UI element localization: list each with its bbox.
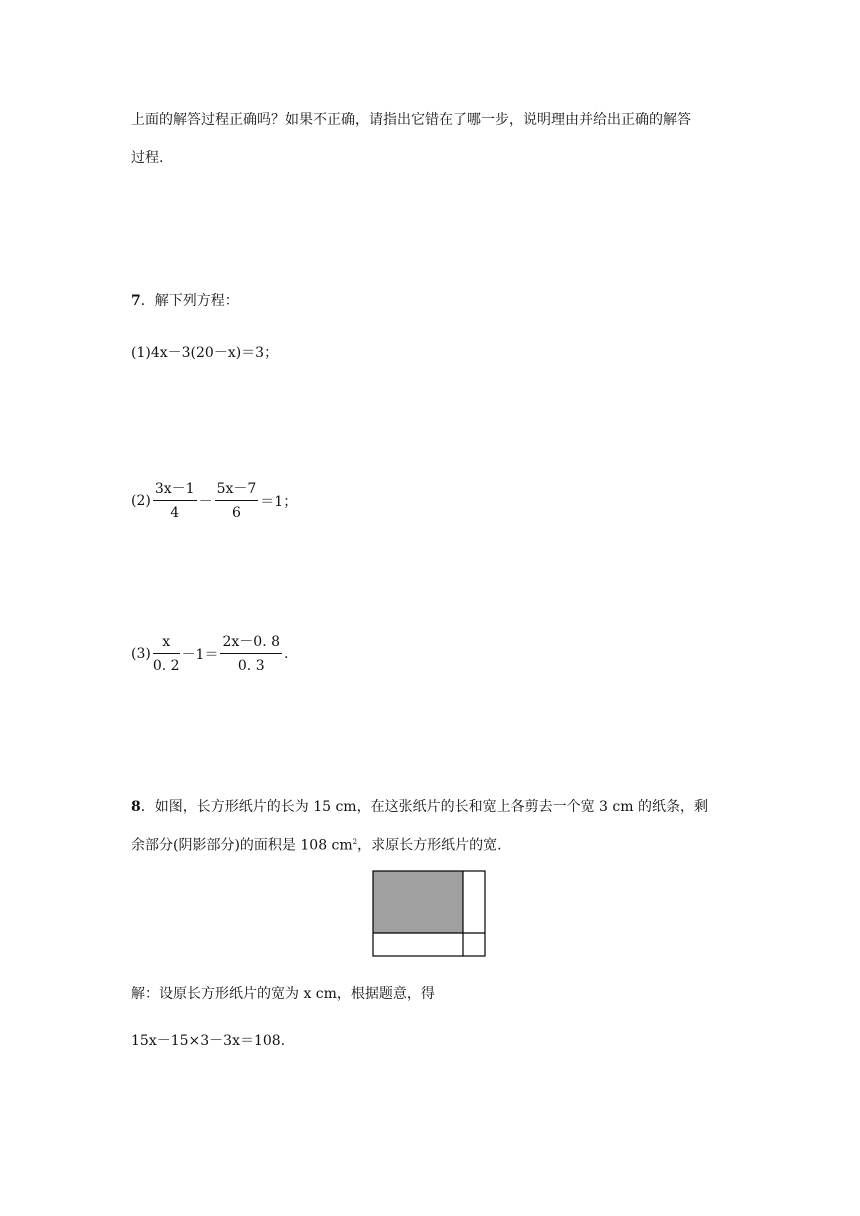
- question-8-text-2b: ，求原长方形纸片的宽.: [357, 837, 502, 854]
- fraction-2x-0.8-over-0.3: [220, 634, 282, 674]
- fraction-denominator: 0. 2: [152, 658, 180, 674]
- part-3-label: (3): [131, 646, 151, 662]
- fraction-numerator: x: [153, 634, 180, 654]
- solution-line-2: 15x－15×3－3x＝108.: [131, 1033, 286, 1049]
- question-7-title: ．解下列方程：: [140, 293, 239, 309]
- question-7-part-3: [131, 634, 288, 674]
- equation-middle: －1＝: [181, 647, 219, 663]
- question-7-part-2: [131, 481, 297, 521]
- equation-end: .: [284, 646, 289, 662]
- minus-sign: －: [198, 494, 213, 510]
- fraction-denominator: 6: [231, 505, 241, 521]
- fraction-numerator: 2x－0. 8: [220, 634, 282, 654]
- question-8-text-1: ．如图，长方形纸片的长为 15 cm，在这张纸片的长和宽上各剪去一个宽 3 cm 的纸条，剩: [140, 799, 708, 815]
- fraction-denominator: 4: [170, 505, 180, 521]
- paper-rectangle-figure: [372, 870, 486, 958]
- question-8-line-2: [131, 832, 502, 856]
- question-8-line-1: [131, 797, 708, 817]
- fraction-5x-7-over-6: [215, 481, 259, 521]
- question-8-text-2a: 余部分(阴影部分)的面积是 108 cm: [131, 837, 353, 854]
- fraction-numerator: 3x－1: [153, 481, 197, 501]
- fraction-x-over-0.2: [153, 634, 180, 674]
- superscript-2: 2: [352, 838, 358, 846]
- fraction-3x-1-over-4: [153, 481, 197, 521]
- intro-line-2: 过程.: [131, 150, 164, 166]
- fraction-denominator: 0. 3: [237, 658, 265, 674]
- question-7-part-1: (1)4x－3(20－x)＝3；: [131, 345, 279, 361]
- intro-line-1: 上面的解答过程正确吗？如果不正确，请指出它错在了哪一步，说明理由并给出正确的解答: [131, 112, 691, 128]
- shaded-remaining-region: [373, 871, 463, 933]
- solution-line-1: 解：设原长方形纸片的宽为 x cm，根据题意，得: [131, 986, 435, 1002]
- fraction-numerator: 5x－7: [215, 481, 259, 501]
- question-7-heading: [131, 291, 239, 311]
- question-7-number: 7: [131, 293, 141, 309]
- part-2-label: (2): [131, 493, 151, 509]
- question-8-number: 8: [131, 799, 141, 815]
- equation-rhs: ＝1；: [260, 494, 298, 510]
